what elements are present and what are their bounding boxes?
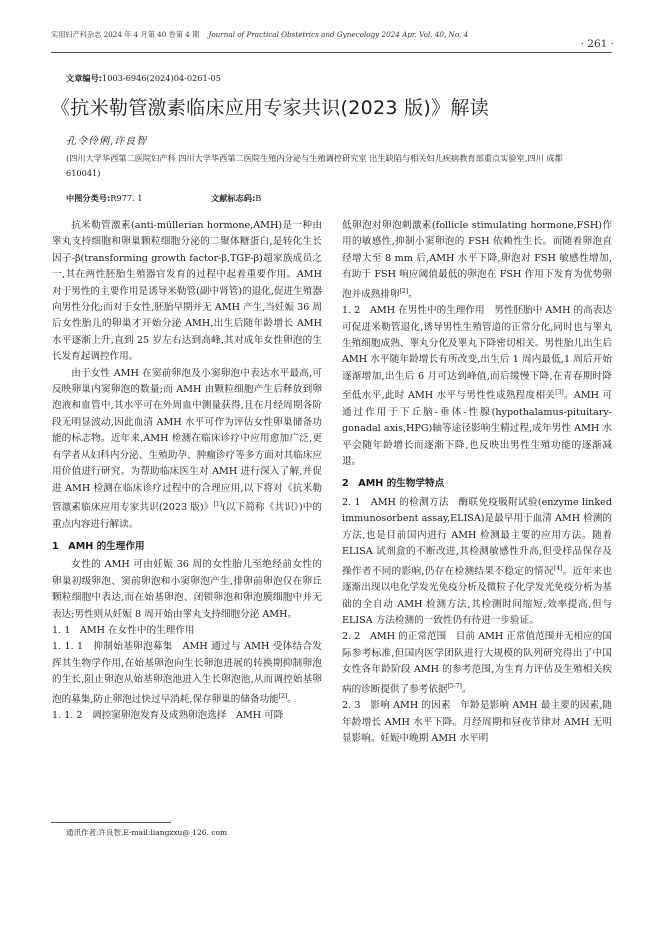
subsection-2-1-text: 2. 1 AMH 的检测方法 酶联免疫吸附试验(enzyme linked immunosorbent assay,ELISA)是最早用于血清 AMH 检测的方法,也是目前国内进行 AMH 检测最主要的应用方法。随着 ELISA 试剂盒的不断改进,其检测敏感性升高,但受样品保存及操作者不同的影响,仍存在检测结果不稳定的情况 [342, 496, 612, 577]
header-rule [51, 52, 612, 53]
corresponding-author-footnote: 通讯作者:许良智,E-mail:liangzxu@ 126. com [66, 828, 228, 837]
affiliation: (四川大学华西第二医院妇产科 四川大学华西第二医院生殖内分泌与生殖调控研究室 出生缺陷与相关妇儿疾病教育部重点实验室,四川 成都 610041) [66, 153, 563, 178]
authors: 孔令伶俐,许良智 [66, 136, 148, 147]
citation-ref: [1] [213, 500, 223, 508]
citation-ref: [5-7] [447, 682, 462, 690]
subsection-1-1-heading: 1. 1 AMH 在女性中的生理作用 [52, 624, 195, 636]
document-code [211, 193, 261, 204]
section-heading-1: 1 AMH 的生理作用 [52, 540, 145, 552]
citation-ref: [3] [555, 389, 564, 397]
citation-ref: [4] [553, 564, 563, 572]
subsection-1-1-1 [52, 639, 322, 708]
clc-label: 中图分类号: [66, 193, 111, 203]
journal-name-en: Journal of Practical Obstetrics and Gynecology 2024 Apr. Vol. 40, No. 4 [208, 30, 469, 39]
intro-paragraph-2-text: 由于女性 AMH 在窦前卵泡及小窦卵泡中表达水平最高,可反映卵巢内窦卵泡的数量;而 AMH 由颗粒细胞产生后释放到卵泡液和血管中,其水平可在外周血中测量获得,且在月经周期各阶段无明显波动,因此血清 AMH 水平可作为评估女性卵巢储备功能的标志物。近年来,AMH 检测在临床诊疗中应用愈加广泛,更有学者从妇科内分泌、生殖助孕、肿瘤诊疗等多方面对其临床应用价值进行研究。为帮助临床医生对 AMH 进行深入了解,并促进 AMH 检测在临床诊疗过程中的合理应用,以下将对《抗米勒管激素临床应用专家共识(2023 版)》 [52, 367, 322, 514]
clc-value: R977. 1 [110, 193, 143, 203]
article-title: 《抗米勒管激素临床应用专家共识(2023 版)》解读 [51, 97, 490, 119]
continued-paragraph [342, 218, 612, 303]
subsection-1-2 [342, 303, 612, 470]
left-column [52, 218, 322, 725]
subsection-1-1-1-tail: 。 [287, 693, 297, 705]
article-number-label: 文章编号: [66, 73, 103, 83]
subsection-1-1-1-text: 1. 1. 1 抑制始基卵泡募集 AMH 通过与 AMH 受体结合发挥其生物学作用,在始基卵泡向生长卵泡进展的转换期抑制卵泡的生长,阻止卵泡从始基卵泡池进入生长卵泡池,从而调控始基卵泡的募集,防止卵泡过快过早消耗,保存卵巢的储备功能 [52, 641, 322, 705]
subsection-1-2-tail: 。AMH 可通过作用于下丘脑-垂体-性腺(hypothalamus-pituitary-gonadal axis,HPG)轴等途径影响生精过程,成年男性 AMH 水平会随年龄增长而逐渐下降,也反映出男性生殖功能的逐渐减退。 [342, 390, 612, 468]
continued-paragraph-text: 低卵泡对卵泡刺激素(follicle stimulating hormone,FSH)作用的敏感性,抑制小窦卵泡的 FSH 依赖性生长。而随着卵泡直径增大至 8 mm 后,AMH 水平下降,卵泡对 FSH 敏感性增加,有助于 FSH 响应阈值最低的卵泡在 FSH 作用下发育为优势卵泡并成熟排卵 [342, 220, 612, 300]
running-header [51, 30, 611, 40]
doc-code-label: 文献标志码: [211, 193, 256, 203]
page-number: · 261 · [580, 38, 614, 50]
right-column [342, 218, 612, 747]
intro-paragraph-2-tail: (以下简称《共识》)中的重点内容进行解读。 [52, 502, 323, 530]
section-heading-2: 2 AMH 的生物学特点 [342, 478, 445, 490]
citation-ref: [2] [278, 692, 288, 700]
subsection-2-1 [342, 495, 612, 629]
article-number-value: 1003-6946(2024)04-0261-05 [102, 73, 221, 83]
clc-number [66, 193, 142, 204]
footnote-rule [51, 822, 171, 823]
intro-paragraph-1: 抗米勒管激素(anti-müllerian hormone,AMH)是一种由睾丸支持细胞和卵巢颗粒细胞分泌的二聚体糖蛋白,是转化生长因子-β(transforming growth factor-β,TGF-β)超家族成员之一,其在两性胚胎生殖器官发育的过程中起着重要作用。AMH 对于男性的主要作用是诱导米勒管(副中肾管)的退化,促进生殖器向男性分化;而对于女性,胚胎早期并无 AMH 产生,当妊娠 36 周后女性胎儿的卵巢才开始分泌 AMH,出生后随年龄增长 AMH 水平逐渐上升,直到 25 岁左右达到高峰,其对成年女性卵泡的生长发育起调控作用。 [52, 220, 322, 363]
journal-name-cn: 实用妇产科杂志 2024 年 4 月第 40 卷第 4 期 [51, 30, 200, 39]
citation-ref: [2] [399, 287, 409, 295]
subsection-1-2-text: 1. 2 AMH 在男性中的生理作用 男性胚胎中 AMH 的高表达可促进米勒管退化,诱导男性生殖管道的正常分化,同时也与睾丸生殖细胞成熟、睾丸分化及睾丸下降密切相关。男性胎儿出生后 AMH 水平随年龄增长有所改变,出生后 1 周内最低,1 周后开始逐渐增加,出生后 6 月可达到峰值,而后缓慢下降,在青春期时降至低水平,此时 AMH 水平与男性性成熟程度相关 [342, 305, 612, 402]
subsection-1-1-2: 1. 1. 2 调控窦卵泡发育及成熟卵泡选择 AMH 可降 [52, 710, 284, 722]
doc-code-value: B [255, 193, 262, 203]
continued-paragraph-tail: 。 [408, 288, 418, 300]
subsection-2-1-tail: 。近年来也逐渐出现以电化学发光免疫分析及微粒子化学发光免疫分析为基础的全自动 AMH 检测方法,其检测时间缩短,效率提高,但与 ELISA 方法检测的一致性仍有待进一步验证。 [342, 565, 612, 626]
intro-paragraph-2 [52, 366, 322, 533]
article-number [66, 73, 221, 84]
subsection-2-3: 2. 3 影响 AMH 的因素 年龄是影响 AMH 最主要的因素,随年龄增长 AMH 水平下降。月经周期和昼夜节律对 AMH 无明显影响。妊娠中晚期 AMH 水平明 [342, 700, 612, 744]
subsection-2-2-tail: 。 [461, 683, 472, 695]
subsection-2-2 [342, 629, 612, 698]
subsection-2-2-text: 2. 2 AMH 的正常范围 目前 AMH 正常值范围并无相应的国际参考标准,但国内医学团队进行大规模的队列研究得出了中国女性各年龄阶段 AMH 的参考范围,为生育力评估及生殖相关疾病的诊断提供了参考依据 [342, 631, 612, 695]
section-1-paragraph: 女性的 AMH 可由妊娠 36 周的女性胎儿至绝经前女性的卵巢初级卵泡、窦前卵泡和小窦卵泡产生,排卵前卵泡仅在卵丘颗粒细胞中表达,而在始基卵泡、闭锁卵泡和卵泡膜细胞中并无表达;男性则从妊娠 8 周开始由睾丸支持细胞分泌 AMH。 [52, 559, 322, 620]
